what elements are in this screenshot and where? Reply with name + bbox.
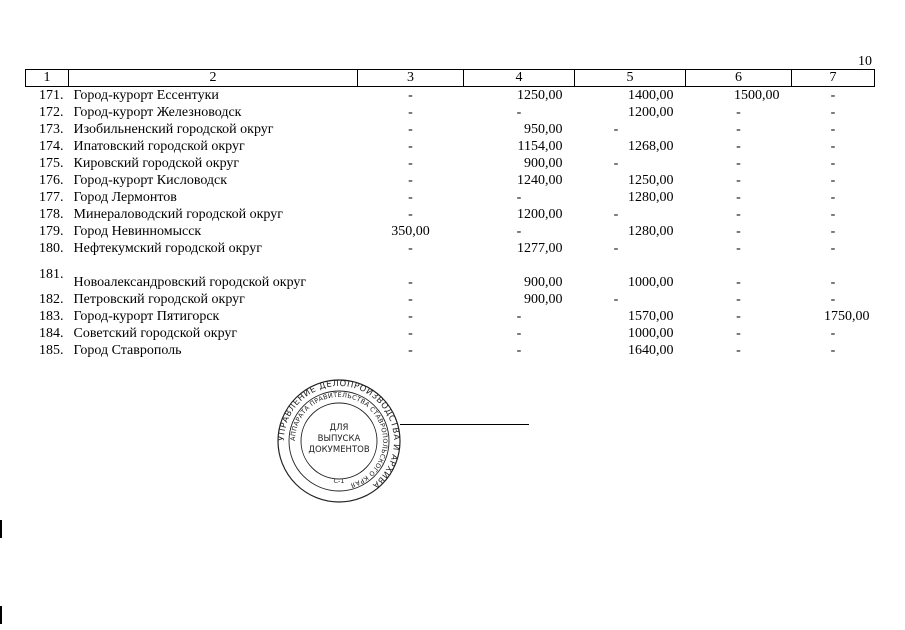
cell-col-7: - — [830, 173, 836, 188]
signature-line — [400, 424, 529, 425]
official-stamp — [276, 378, 402, 504]
cell-col-6: - — [736, 343, 741, 358]
municipality-name: Нефтекумский городской округ — [73, 241, 262, 256]
table-row — [26, 121, 875, 138]
row-number: 174. — [39, 139, 64, 154]
cell-col-6: - — [736, 190, 741, 205]
cell-col-3: - — [408, 292, 413, 307]
cell-col-3: - — [408, 156, 413, 171]
cell-col-6: - — [736, 309, 741, 324]
cell-col-5: 1250,00 — [628, 173, 674, 188]
header-cell-5: 5 — [575, 70, 686, 87]
row-number: 172. — [39, 105, 64, 120]
header-cell-7: 7 — [792, 70, 875, 87]
table-row — [26, 308, 875, 325]
cell-col-7: - — [830, 326, 836, 341]
cell-col-7: - — [830, 224, 836, 239]
stamp-outer-text: УПРАВЛЕНИЕ ДЕЛОПРОИЗВОДСТВА И АРХИВА — [276, 378, 402, 492]
cell-col-6: 1500,00 — [734, 88, 780, 103]
cell-col-7: 1750,00 — [824, 309, 870, 324]
municipality-name: Изобильненский городской округ — [73, 122, 274, 137]
cell-col-3: - — [408, 88, 413, 103]
header-cell-3: 3 — [358, 70, 464, 87]
row-number: 171. — [39, 88, 64, 103]
stamp-line-3: ДОКУМЕНТОВ — [308, 445, 370, 455]
municipality-name: Город-курорт Пятигорск — [73, 309, 220, 324]
cell-col-5: 1268,00 — [628, 139, 674, 154]
cell-col-7: - — [830, 105, 836, 120]
municipality-name: Новоалександровский городской округ — [73, 275, 307, 290]
cell-col-5: - — [613, 156, 619, 171]
table-row — [26, 138, 875, 155]
cell-col-5: 1570,00 — [628, 309, 674, 324]
cell-col-5: 1400,00 — [628, 88, 674, 103]
cell-col-3: - — [408, 122, 413, 137]
cell-col-3: - — [408, 105, 413, 120]
table-row — [26, 240, 875, 257]
cell-col-7: - — [830, 241, 836, 256]
cell-col-5: 1000,00 — [628, 326, 674, 341]
municipality-name: Город-курорт Ессентуки — [73, 88, 219, 103]
cell-col-3: - — [408, 173, 413, 188]
cell-col-4: 950,00 — [524, 122, 563, 137]
table-body — [26, 87, 875, 360]
municipality-name: Советский городской округ — [73, 326, 238, 341]
municipality-name: Город Лермонтов — [73, 190, 177, 205]
cell-col-4: - — [516, 190, 522, 205]
cell-col-5: 1000,00 — [628, 275, 674, 290]
municipality-name: Кировский городской округ — [73, 156, 240, 171]
cell-col-7: - — [830, 190, 836, 205]
municipality-name: Петровский городской округ — [73, 292, 245, 307]
table-row — [26, 104, 875, 121]
table-row — [26, 155, 875, 172]
row-number: 175. — [39, 156, 64, 171]
cell-col-5: - — [613, 122, 619, 137]
table-row — [26, 189, 875, 206]
row-number: 178. — [39, 207, 64, 222]
cell-col-7: - — [830, 88, 836, 103]
cell-col-4: - — [516, 309, 522, 324]
cell-col-4: - — [516, 326, 522, 341]
cell-col-7: - — [830, 292, 836, 307]
cell-col-7: - — [830, 343, 836, 358]
table-row — [26, 291, 875, 308]
cell-col-4: 1240,00 — [517, 173, 563, 188]
municipality-name: Ипатовский городской округ — [73, 139, 245, 154]
municipality-name: Город Невинномысск — [73, 224, 202, 239]
cell-col-6: - — [736, 224, 741, 239]
cell-col-6: - — [736, 292, 741, 307]
table-row — [26, 342, 875, 359]
row-number: 185. — [39, 343, 64, 358]
table-row — [26, 87, 875, 105]
row-number: 182. — [39, 292, 64, 307]
cell-col-7: - — [830, 275, 836, 290]
cell-col-3: - — [408, 309, 413, 324]
stamp-line-1: ДЛЯ — [329, 423, 349, 433]
cell-col-6: - — [736, 139, 741, 154]
cell-col-6: - — [736, 326, 741, 341]
cell-col-3: - — [408, 241, 413, 256]
margin-mark-lower — [0, 606, 2, 624]
header-cell-4: 4 — [464, 70, 575, 87]
municipality-name: Город-курорт Кисловодск — [73, 173, 228, 188]
cell-col-5: - — [613, 207, 619, 222]
municipality-name: Город Ставрополь — [73, 343, 182, 358]
row-number: 176. — [39, 173, 64, 188]
cell-col-6: - — [736, 173, 741, 188]
cell-col-7: - — [830, 139, 836, 154]
cell-col-4: - — [516, 343, 522, 358]
table-row — [26, 223, 875, 240]
cell-col-4: 1250,00 — [517, 88, 563, 103]
header-cell-6: 6 — [686, 70, 792, 87]
cell-col-5: - — [613, 292, 619, 307]
cell-col-3: 350,00 — [391, 224, 430, 239]
cell-col-3: - — [408, 190, 413, 205]
cell-col-6: - — [736, 156, 741, 171]
row-number: 173. — [39, 122, 64, 137]
cell-col-7: - — [830, 207, 836, 222]
cell-col-4: 900,00 — [524, 292, 563, 307]
row-number: 183. — [39, 309, 64, 324]
cell-col-7: - — [830, 156, 836, 171]
cell-col-4: 900,00 — [524, 275, 563, 290]
cell-col-4: - — [516, 105, 522, 120]
cell-col-4: 900,00 — [524, 156, 563, 171]
cell-col-4: - — [516, 224, 522, 239]
cell-col-6: - — [736, 105, 741, 120]
row-number: 179. — [39, 224, 64, 239]
municipality-name: Минераловодский городской округ — [73, 207, 283, 222]
cell-col-5: 1640,00 — [628, 343, 674, 358]
price-table — [25, 69, 875, 359]
cell-col-6: - — [736, 122, 741, 137]
table-row — [26, 325, 875, 342]
cell-col-6: - — [736, 207, 741, 222]
cell-col-3: - — [408, 275, 413, 290]
municipality-name: Город-курорт Железноводск — [73, 105, 242, 120]
header-cell-1: 1 — [26, 70, 69, 87]
page-number: 10 — [858, 54, 872, 69]
stamp-inner-text: АППАРАТА ПРАВИТЕЛЬСТВА СТАВРОПОЛЬСКОГО КРАЯ — [288, 390, 390, 490]
table-row — [26, 206, 875, 223]
cell-col-3: - — [408, 326, 413, 341]
price-table-container — [25, 69, 874, 359]
cell-col-5: 1280,00 — [628, 190, 674, 205]
row-number: 181. — [39, 266, 64, 282]
row-number: 177. — [39, 190, 64, 205]
stamp-line-2: ВЫПУСКА — [317, 434, 361, 444]
cell-col-5: 1200,00 — [628, 105, 674, 120]
cell-col-5: 1280,00 — [628, 224, 674, 239]
table-row — [26, 257, 875, 291]
cell-col-7: - — [830, 122, 836, 137]
cell-col-3: - — [408, 343, 413, 358]
table-row — [26, 172, 875, 189]
cell-col-6: - — [736, 241, 741, 256]
margin-mark-upper — [0, 520, 2, 538]
header-cell-2: 2 — [69, 70, 358, 87]
stamp-code: С-1 — [333, 477, 345, 485]
cell-col-4: 1277,00 — [517, 241, 563, 256]
cell-col-4: 1200,00 — [517, 207, 563, 222]
row-number: 184. — [39, 326, 64, 341]
cell-col-3: - — [408, 139, 413, 154]
cell-col-5: - — [613, 241, 619, 256]
cell-col-6: - — [736, 275, 741, 290]
table-header-row — [26, 70, 875, 87]
cell-col-3: - — [408, 207, 413, 222]
row-number: 180. — [39, 241, 64, 256]
cell-col-4: 1154,00 — [517, 139, 563, 154]
